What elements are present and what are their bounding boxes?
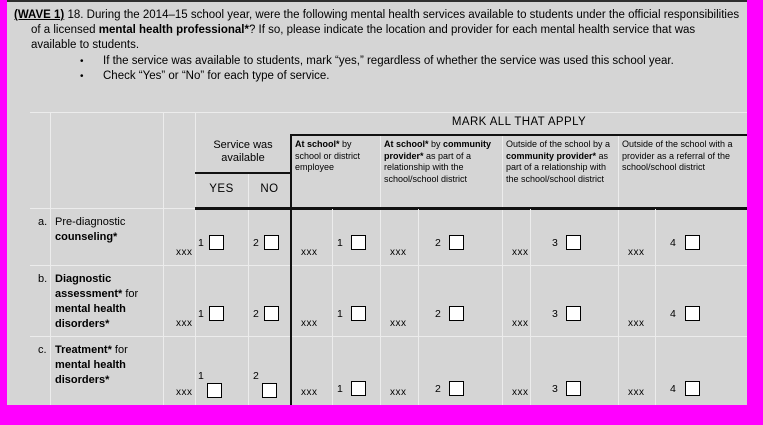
- code-number: 2: [253, 236, 259, 249]
- placeholder-text: xxx: [390, 318, 407, 329]
- mark-cell-at-school-community: [380, 209, 502, 265]
- service-available-header: Service was available: [213, 139, 273, 164]
- mark-checkbox[interactable]: [449, 235, 464, 250]
- mark-option: [670, 235, 700, 250]
- mark-checkbox[interactable]: [449, 381, 464, 396]
- code-number: 1: [337, 236, 343, 249]
- mark-option: [337, 381, 366, 396]
- yes-option: [198, 370, 222, 398]
- no-option: [253, 235, 279, 250]
- column-header-text: as part of a relationship with the school/school district: [506, 150, 609, 184]
- question-text-1: 18. During the 2014–15 school year, were the following mental health services available to students under the official responsibilities of a licensed: [31, 9, 740, 36]
- yes-checkbox[interactable]: [209, 306, 224, 321]
- gridline: [332, 266, 333, 336]
- mark-option: [670, 306, 700, 321]
- row-marker: b.: [38, 273, 48, 285]
- mark-cell-outside-community: [502, 266, 618, 336]
- code-number: 1: [198, 307, 204, 320]
- mark-checkbox[interactable]: [685, 306, 700, 321]
- bullet-text: If the service was available to students, mark “yes,” regardless of whether the service was used this school year.: [103, 55, 674, 67]
- service-name-text: for: [122, 288, 139, 300]
- mark-checkbox[interactable]: [685, 381, 700, 396]
- code-number: 4: [670, 236, 676, 249]
- code-number: 3: [552, 307, 558, 320]
- mark-cell-at-school-employee: [291, 337, 380, 405]
- mark-option: [435, 306, 464, 321]
- code-number: 1: [337, 382, 343, 395]
- placeholder-text: xxx: [512, 387, 529, 398]
- service-name: [55, 343, 161, 405]
- column-header-text: Outside of the school with a provider as a referral of the school/school district: [622, 139, 733, 172]
- yes-cell: [195, 209, 248, 265]
- column-header-text: by school or district employee: [295, 139, 361, 172]
- service-name-bold: mental health disorders*: [55, 359, 126, 386]
- no-cell: [248, 209, 291, 265]
- column-header-bold: At school*: [384, 139, 429, 149]
- service-name-text: Pre-diagnostic: [55, 216, 126, 228]
- placeholder-text: xxx: [390, 387, 407, 398]
- gridline: [332, 209, 333, 265]
- code-number: 4: [670, 307, 676, 320]
- mark-checkbox[interactable]: [566, 381, 581, 396]
- no-option: [253, 306, 279, 321]
- column-header-outside-referral: [618, 139, 747, 174]
- table-row-diagnostic-assessment: [30, 266, 747, 336]
- mark-checkbox[interactable]: [566, 235, 581, 250]
- question-bold-term: mental health professional*: [98, 24, 249, 36]
- no-checkbox[interactable]: [264, 235, 279, 250]
- yes-checkbox[interactable]: [207, 383, 222, 398]
- bullet-text: Check “Yes” or “No” for each type of service.: [103, 70, 330, 82]
- service-name-bold: counseling*: [55, 231, 118, 243]
- placeholder-text: xxx: [301, 387, 318, 398]
- no-checkbox[interactable]: [262, 383, 277, 398]
- mark-checkbox[interactable]: [351, 235, 366, 250]
- placeholder-text: xxx: [176, 387, 193, 398]
- mark-cell-outside-community: [502, 337, 618, 405]
- table-row-treatment: [30, 337, 747, 405]
- question-lead: [14, 8, 741, 53]
- code-number: 1: [337, 307, 343, 320]
- placeholder-text: xxx: [628, 387, 645, 398]
- column-header-text: by: [428, 139, 444, 149]
- placeholder-text: xxx: [176, 247, 193, 258]
- code-number: 1: [198, 370, 204, 382]
- yes-option: [198, 235, 224, 250]
- no-cell: [248, 337, 291, 405]
- mark-option: [337, 306, 366, 321]
- yes-checkbox[interactable]: [209, 235, 224, 250]
- service-name-text: for: [111, 344, 128, 356]
- mark-all-that-apply-header: MARK ALL THAT APPLY: [451, 116, 587, 128]
- mark-cell-outside-referral: [618, 209, 747, 265]
- instruction-bullets: [14, 54, 741, 84]
- no-option: [253, 370, 277, 398]
- yes-column-header: YES: [209, 183, 234, 195]
- question-block: [14, 8, 741, 84]
- row-marker: c.: [38, 344, 47, 356]
- service-available-underline: [195, 172, 291, 174]
- column-header-at-school-community-provider: [380, 139, 502, 185]
- service-name-bold: Diagnostic assessment*: [55, 273, 123, 300]
- question-text-2: ? If so, please indicate the location and provider for each mental health service that was available to students.: [31, 24, 696, 51]
- mark-option: [552, 306, 581, 321]
- mark-checkbox[interactable]: [351, 306, 366, 321]
- gridline: [332, 337, 333, 405]
- no-column-header: NO: [260, 183, 279, 195]
- mark-checkbox[interactable]: [685, 235, 700, 250]
- mark-checkbox[interactable]: [351, 381, 366, 396]
- mark-option: [435, 381, 464, 396]
- row-label-cell: [30, 209, 163, 265]
- code-number: 2: [435, 382, 441, 395]
- code-number: 2: [435, 307, 441, 320]
- gridline: [655, 337, 656, 405]
- gridline: [418, 266, 419, 336]
- bullet-item: [80, 69, 741, 84]
- mark-cell-at-school-employee: [291, 209, 380, 265]
- mark-cell-at-school-community: [380, 337, 502, 405]
- placeholder-text: xxx: [512, 318, 529, 329]
- placeholder-text: xxx: [628, 247, 645, 258]
- mark-checkbox[interactable]: [449, 306, 464, 321]
- bullet-icon: •: [80, 71, 84, 82]
- yes-cell: [195, 337, 248, 405]
- services-table: [30, 112, 747, 405]
- gridline: [530, 337, 531, 405]
- code-number: 2: [253, 307, 259, 320]
- row-marker: a.: [38, 216, 48, 228]
- column-header-bold: community provider*: [506, 150, 597, 161]
- mark-option: [670, 381, 700, 396]
- gridline: [530, 266, 531, 336]
- gridline: [418, 209, 419, 265]
- document-page: [7, 2, 747, 405]
- placeholder-text: xxx: [390, 247, 407, 258]
- mark-option: [552, 381, 581, 396]
- code-number: 3: [552, 236, 558, 249]
- code-number: 2: [435, 236, 441, 249]
- column-header-bold: community provider*: [384, 139, 492, 161]
- service-name: [55, 215, 161, 265]
- mark-cell-at-school-community: [380, 266, 502, 336]
- mark-cell-outside-community: [502, 209, 618, 265]
- variable-placeholder-cell: [163, 266, 195, 336]
- yes-option: [198, 306, 224, 321]
- bullet-item: [80, 54, 741, 69]
- gridline: [418, 337, 419, 405]
- code-number: 1: [198, 236, 204, 249]
- code-number: 2: [253, 370, 259, 382]
- mark-option: [552, 235, 581, 250]
- placeholder-text: xxx: [512, 247, 529, 258]
- yes-cell: [195, 266, 248, 336]
- column-header-text: Outside of the school by a: [506, 139, 611, 149]
- mark-cell-outside-referral: [618, 337, 747, 405]
- gridline: [655, 266, 656, 336]
- column-header-outside-community-provider: [502, 139, 618, 185]
- code-number: 4: [670, 382, 676, 395]
- column-header-at-school-employee: [291, 139, 380, 174]
- table-top-line: [30, 112, 747, 113]
- gridline: [530, 209, 531, 265]
- mark-option: [435, 235, 464, 250]
- row-label-cell: [30, 337, 163, 405]
- row-label-cell: [30, 266, 163, 336]
- service-name-bold: mental health disorders*: [55, 303, 126, 330]
- placeholder-text: xxx: [628, 318, 645, 329]
- wave-label: (WAVE 1): [14, 9, 65, 21]
- variable-placeholder-cell: [163, 337, 195, 405]
- variable-placeholder-cell: [163, 209, 195, 265]
- mark-cell-at-school-employee: [291, 266, 380, 336]
- no-checkbox[interactable]: [264, 306, 279, 321]
- service-name: [55, 272, 161, 336]
- column-header-text: as part of a relationship with the school/school district: [384, 150, 472, 184]
- mark-checkbox[interactable]: [566, 306, 581, 321]
- gridline: [655, 209, 656, 265]
- no-cell: [248, 266, 291, 336]
- table-row-pre-diagnostic-counseling: [30, 209, 747, 265]
- code-number: 3: [552, 382, 558, 395]
- mark-option: [337, 235, 366, 250]
- placeholder-text: xxx: [176, 318, 193, 329]
- column-header-bold: At school*: [295, 139, 340, 149]
- placeholder-text: xxx: [301, 318, 318, 329]
- service-name-bold: Treatment*: [55, 344, 112, 356]
- mark-cell-outside-referral: [618, 266, 747, 336]
- placeholder-text: xxx: [301, 247, 318, 258]
- mark-all-underline: [291, 134, 747, 136]
- bullet-icon: •: [80, 56, 84, 67]
